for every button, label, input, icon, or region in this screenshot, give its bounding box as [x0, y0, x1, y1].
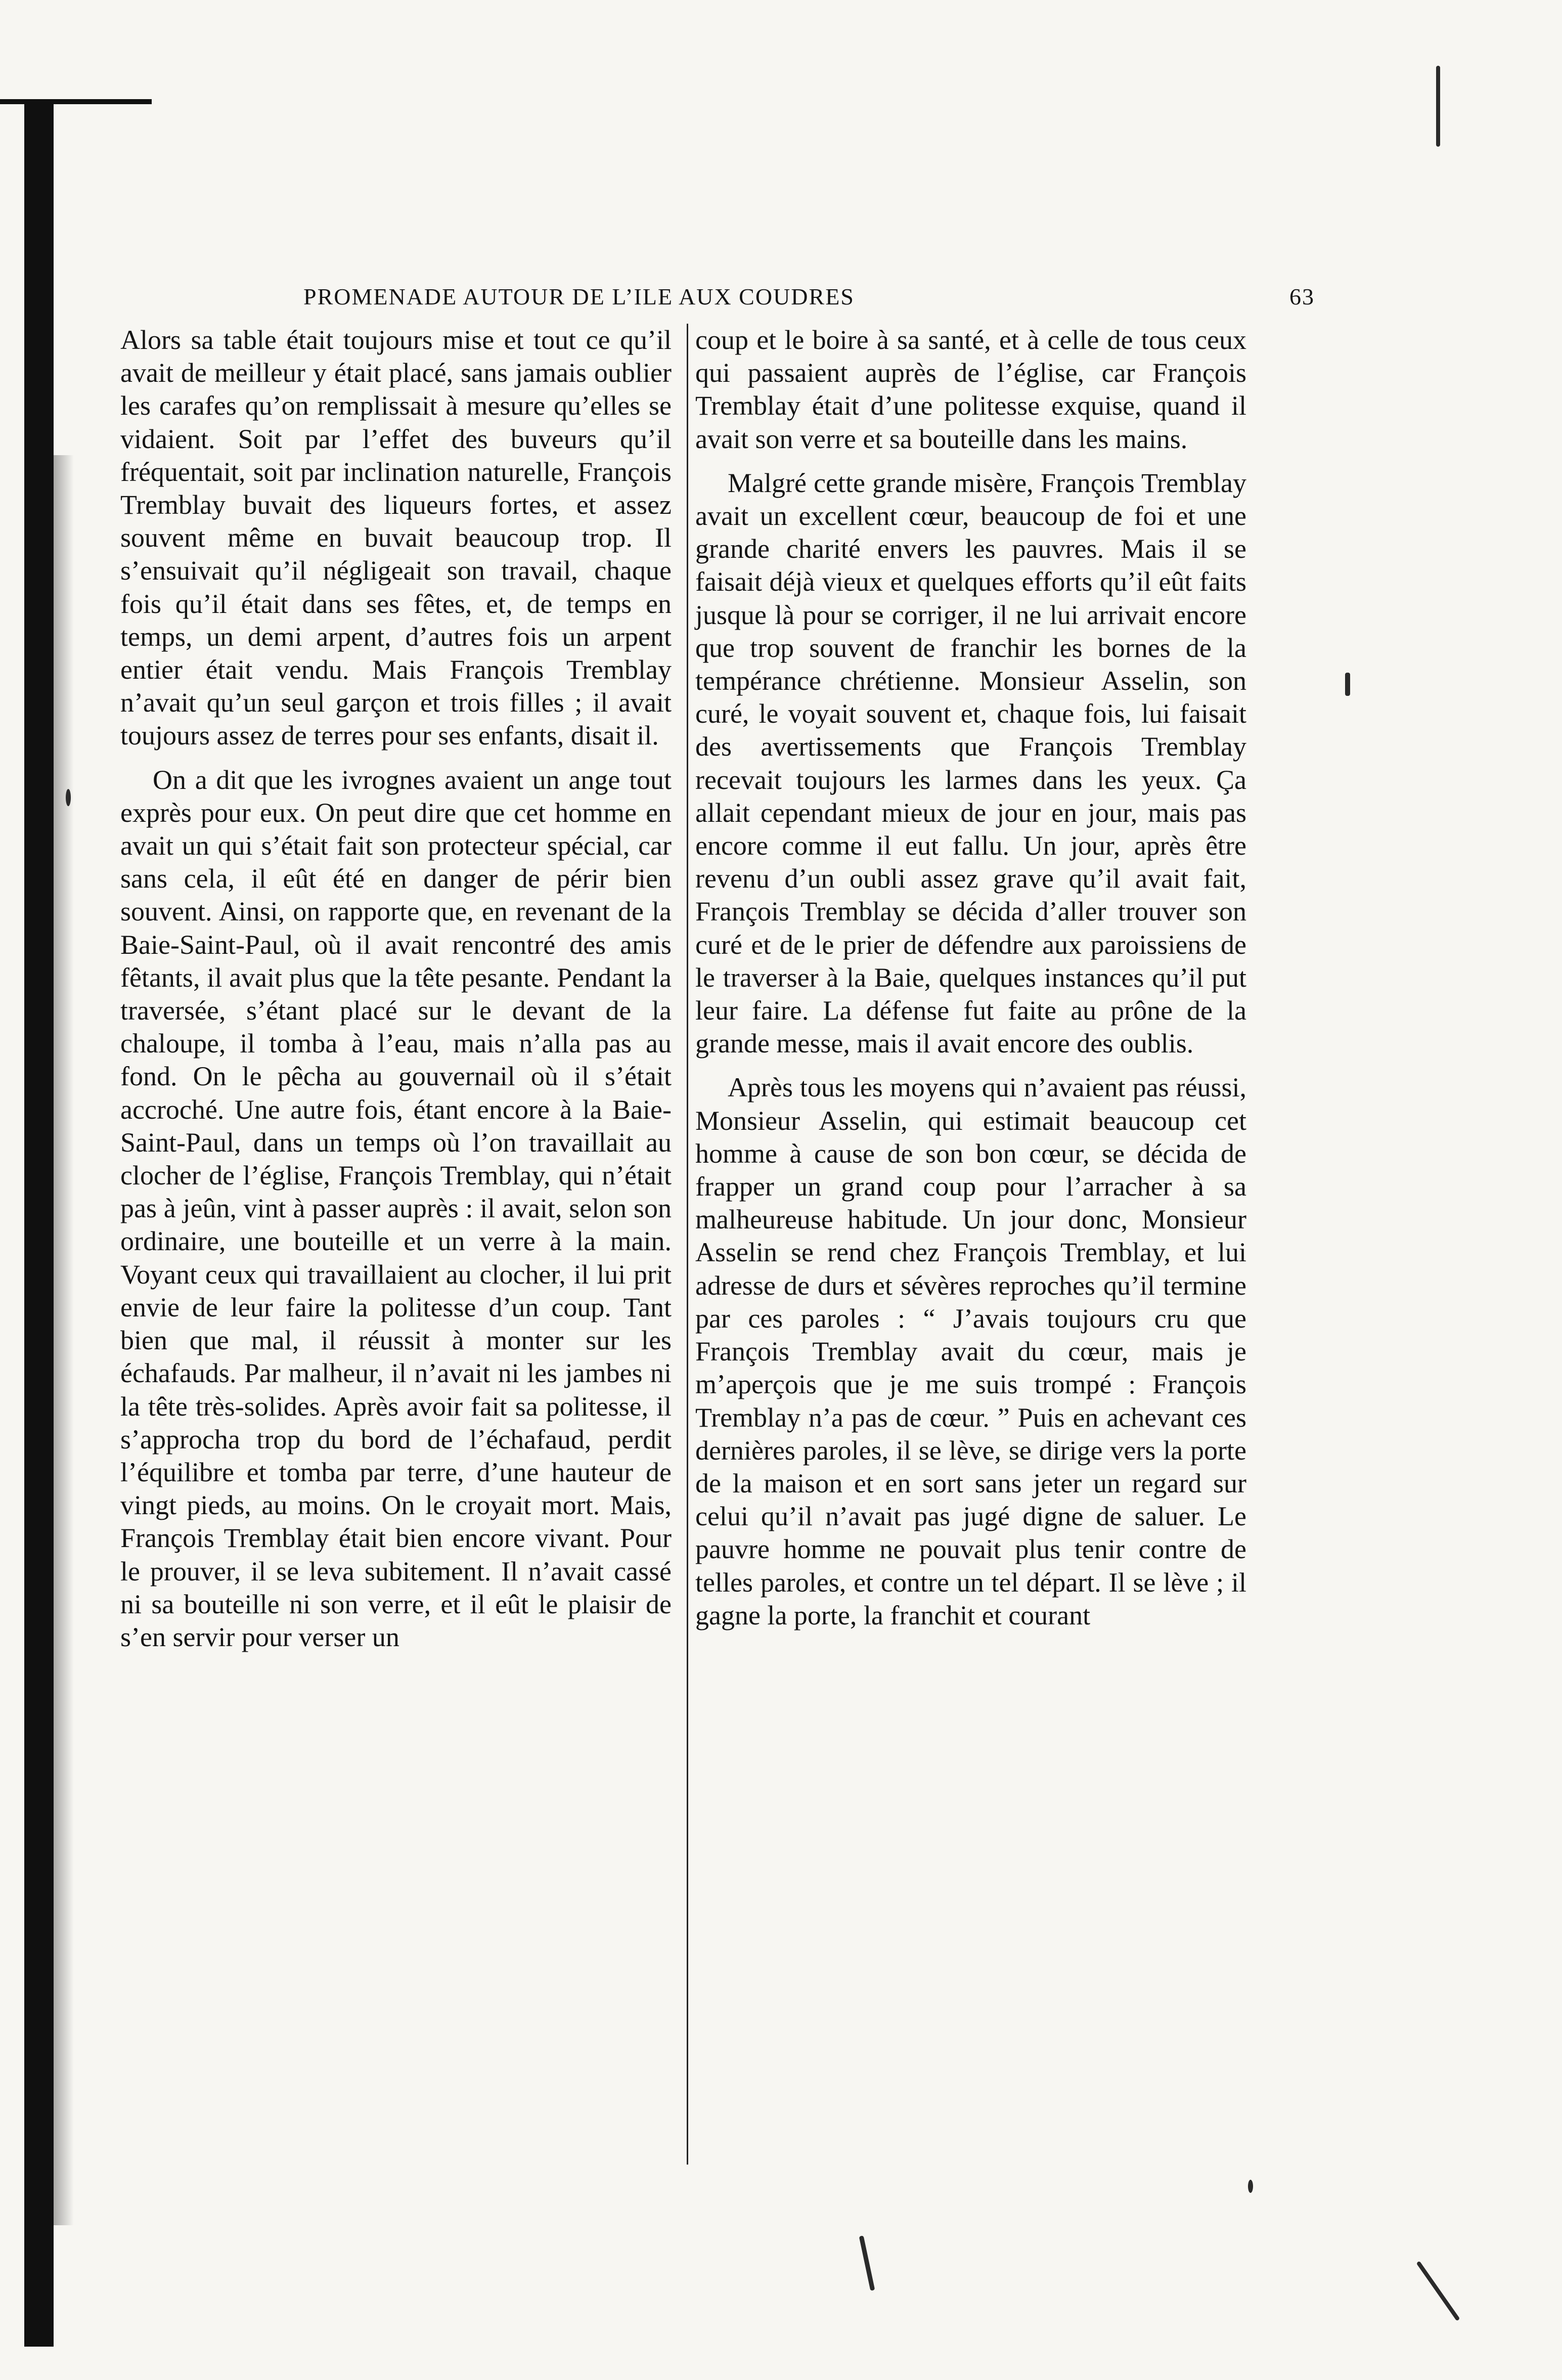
paragraph: Malgré cette grande misère, François Tremblay avait un excellent cœur, beaucoup de foi et une grande charité envers les pauvres. Mais il se faisait déjà vieux et quelques efforts qu’il eût faits jusque là pour se corriger, il ne lui arrivait encore que trop souvent de franchir les bornes de la tempérance chrétienne. Monsieur Asselin, son curé, le voyait souvent et, chaque fois, lui faisait des avertissements que François Tremblay recevait toujours les larmes dans les yeux. Ça allait cependant mieux de jour en jour, mais pas encore comme il eut fallu. Un jour, après être revenu d’un oubli assez grave qu’il avait fait, François Tremblay se décida d’aller trouver son curé et de le prier de défendre aux paroissiens de le traverser à la Baie, quelques instances qu’il put leur faire. La défense fut faite au prône de la grande messe, mais il avait encore des oublis.: [695, 467, 1246, 1059]
ink-speck: [859, 2235, 875, 2290]
binding-shadow: [54, 455, 74, 2225]
paragraph: coup et le boire à sa santé, et à celle de tous ceux qui passaient auprès de l’église, car François Tremblay était d’une politesse exquise, quand il avait son verre et sa bouteille dans les mains.: [695, 325, 1246, 454]
right-column: [695, 324, 1246, 1632]
running-title: PROMENADE AUTOUR DE L’ILE AUX COUDRES: [303, 284, 855, 310]
paragraph: On a dit que les ivrognes avaient un ange tout exprès pour eux. On peut dire que cet homme en avait un qui s’était fait son protecteur spécial, car sans cela, il eût été en danger de périr bien souvent. Ainsi, on rapporte que, en revenant de la Baie-Saint-Paul, où il avait rencontré des amis fêtants, il avait plus que la tête pesante. Pendant la traversée, s’étant placé sur le devant de la chaloupe, il tomba à l’eau, mais n’alla pas au fond. On le pêcha au gouvernail où il s’était accroché. Une autre fois, étant encore à la Baie-Saint-Paul, dans un temps où l’on travaillait au clocher de l’église, François Tremblay, qui n’était pas à jeûn, vint à passer auprès : il avait, selon son ordinaire, une bouteille et un verre à la main. Voyant ceux qui travaillaient au clocher, il lui prit envie de leur faire la politesse d’un coup. Tant bien que mal, il réussit à monter sur les échafauds. Par malheur, il n’avait ni les jambes ni la tête très-solides. Après avoir fait sa politesse, il s’approcha trop du bord de l’échafaud, perdit l’équilibre et tomba par terre, d’une hauteur de vingt pieds, au moins. On le croyait mort. Mais, François Tremblay était bien encore vivant. Pour le prouver, il se leva subitement. Il n’avait cassé ni sa bouteille ni son verre, et il eût le plaisir de s’en servir pour verser un: [120, 764, 672, 1652]
ink-speck: [1416, 2261, 1460, 2321]
column-rule: [687, 324, 688, 2165]
paragraph: Alors sa table était toujours mise et tout ce qu’il avait de meilleur y était placé, sans jamais oublier les carafes qu’on remplissait à mesure qu’elles se vidaient. Soit par l’effet des buveurs qu’il fréquentait, soit par inclination naturelle, François Tremblay buvait des liqueurs fortes, et assez souvent même en buvait beaucoup trop. Il s’ensuivait qu’il négligeait son travail, chaque fois qu’il était dans ses fêtes, et, de temps en temps, un demi arpent, d’autres fois un arpent entier était vendu. Mais François Tremblay n’avait qu’un seul garçon et trois filles ; il avait toujours assez de terres pour ses enfants, disait il.: [120, 325, 672, 751]
binding-edge: [24, 101, 54, 2347]
ink-speck: [1436, 66, 1440, 147]
running-header: [303, 283, 1315, 314]
ink-speck: [1248, 2180, 1253, 2193]
left-column: [120, 324, 672, 1654]
binding-edge-top: [0, 99, 152, 104]
ink-speck: [66, 789, 71, 806]
page-number: 63: [1289, 284, 1315, 310]
paragraph: Après tous les moyens qui n’avaient pas réussi, Monsieur Asselin, qui estimait beaucoup cet homme à cause de son bon cœur, se décida de frapper un grand coup pour l’arracher à sa malheureuse habitude. Un jour donc, Monsieur Asselin se rend chez François Tremblay, et lui adresse de durs et sévères reproches qu’il termine par ces paroles : “ J’avais toujours cru que François Tremblay avait du cœur, mais je m’aperçois que je me suis trompé : François Tremblay n’a pas de cœur. ” Puis en achevant ces dernières paroles, il se lève, se dirige vers la porte de la maison et en sort sans jeter un regard sur celui qu’il n’avait pas jugé digne de saluer. Le pauvre homme ne pouvait plus tenir contre de telles paroles, et contre un tel départ. Il se lève ; il gagne la porte, la franchit et courant: [695, 1072, 1246, 1630]
ink-speck: [1345, 673, 1350, 696]
